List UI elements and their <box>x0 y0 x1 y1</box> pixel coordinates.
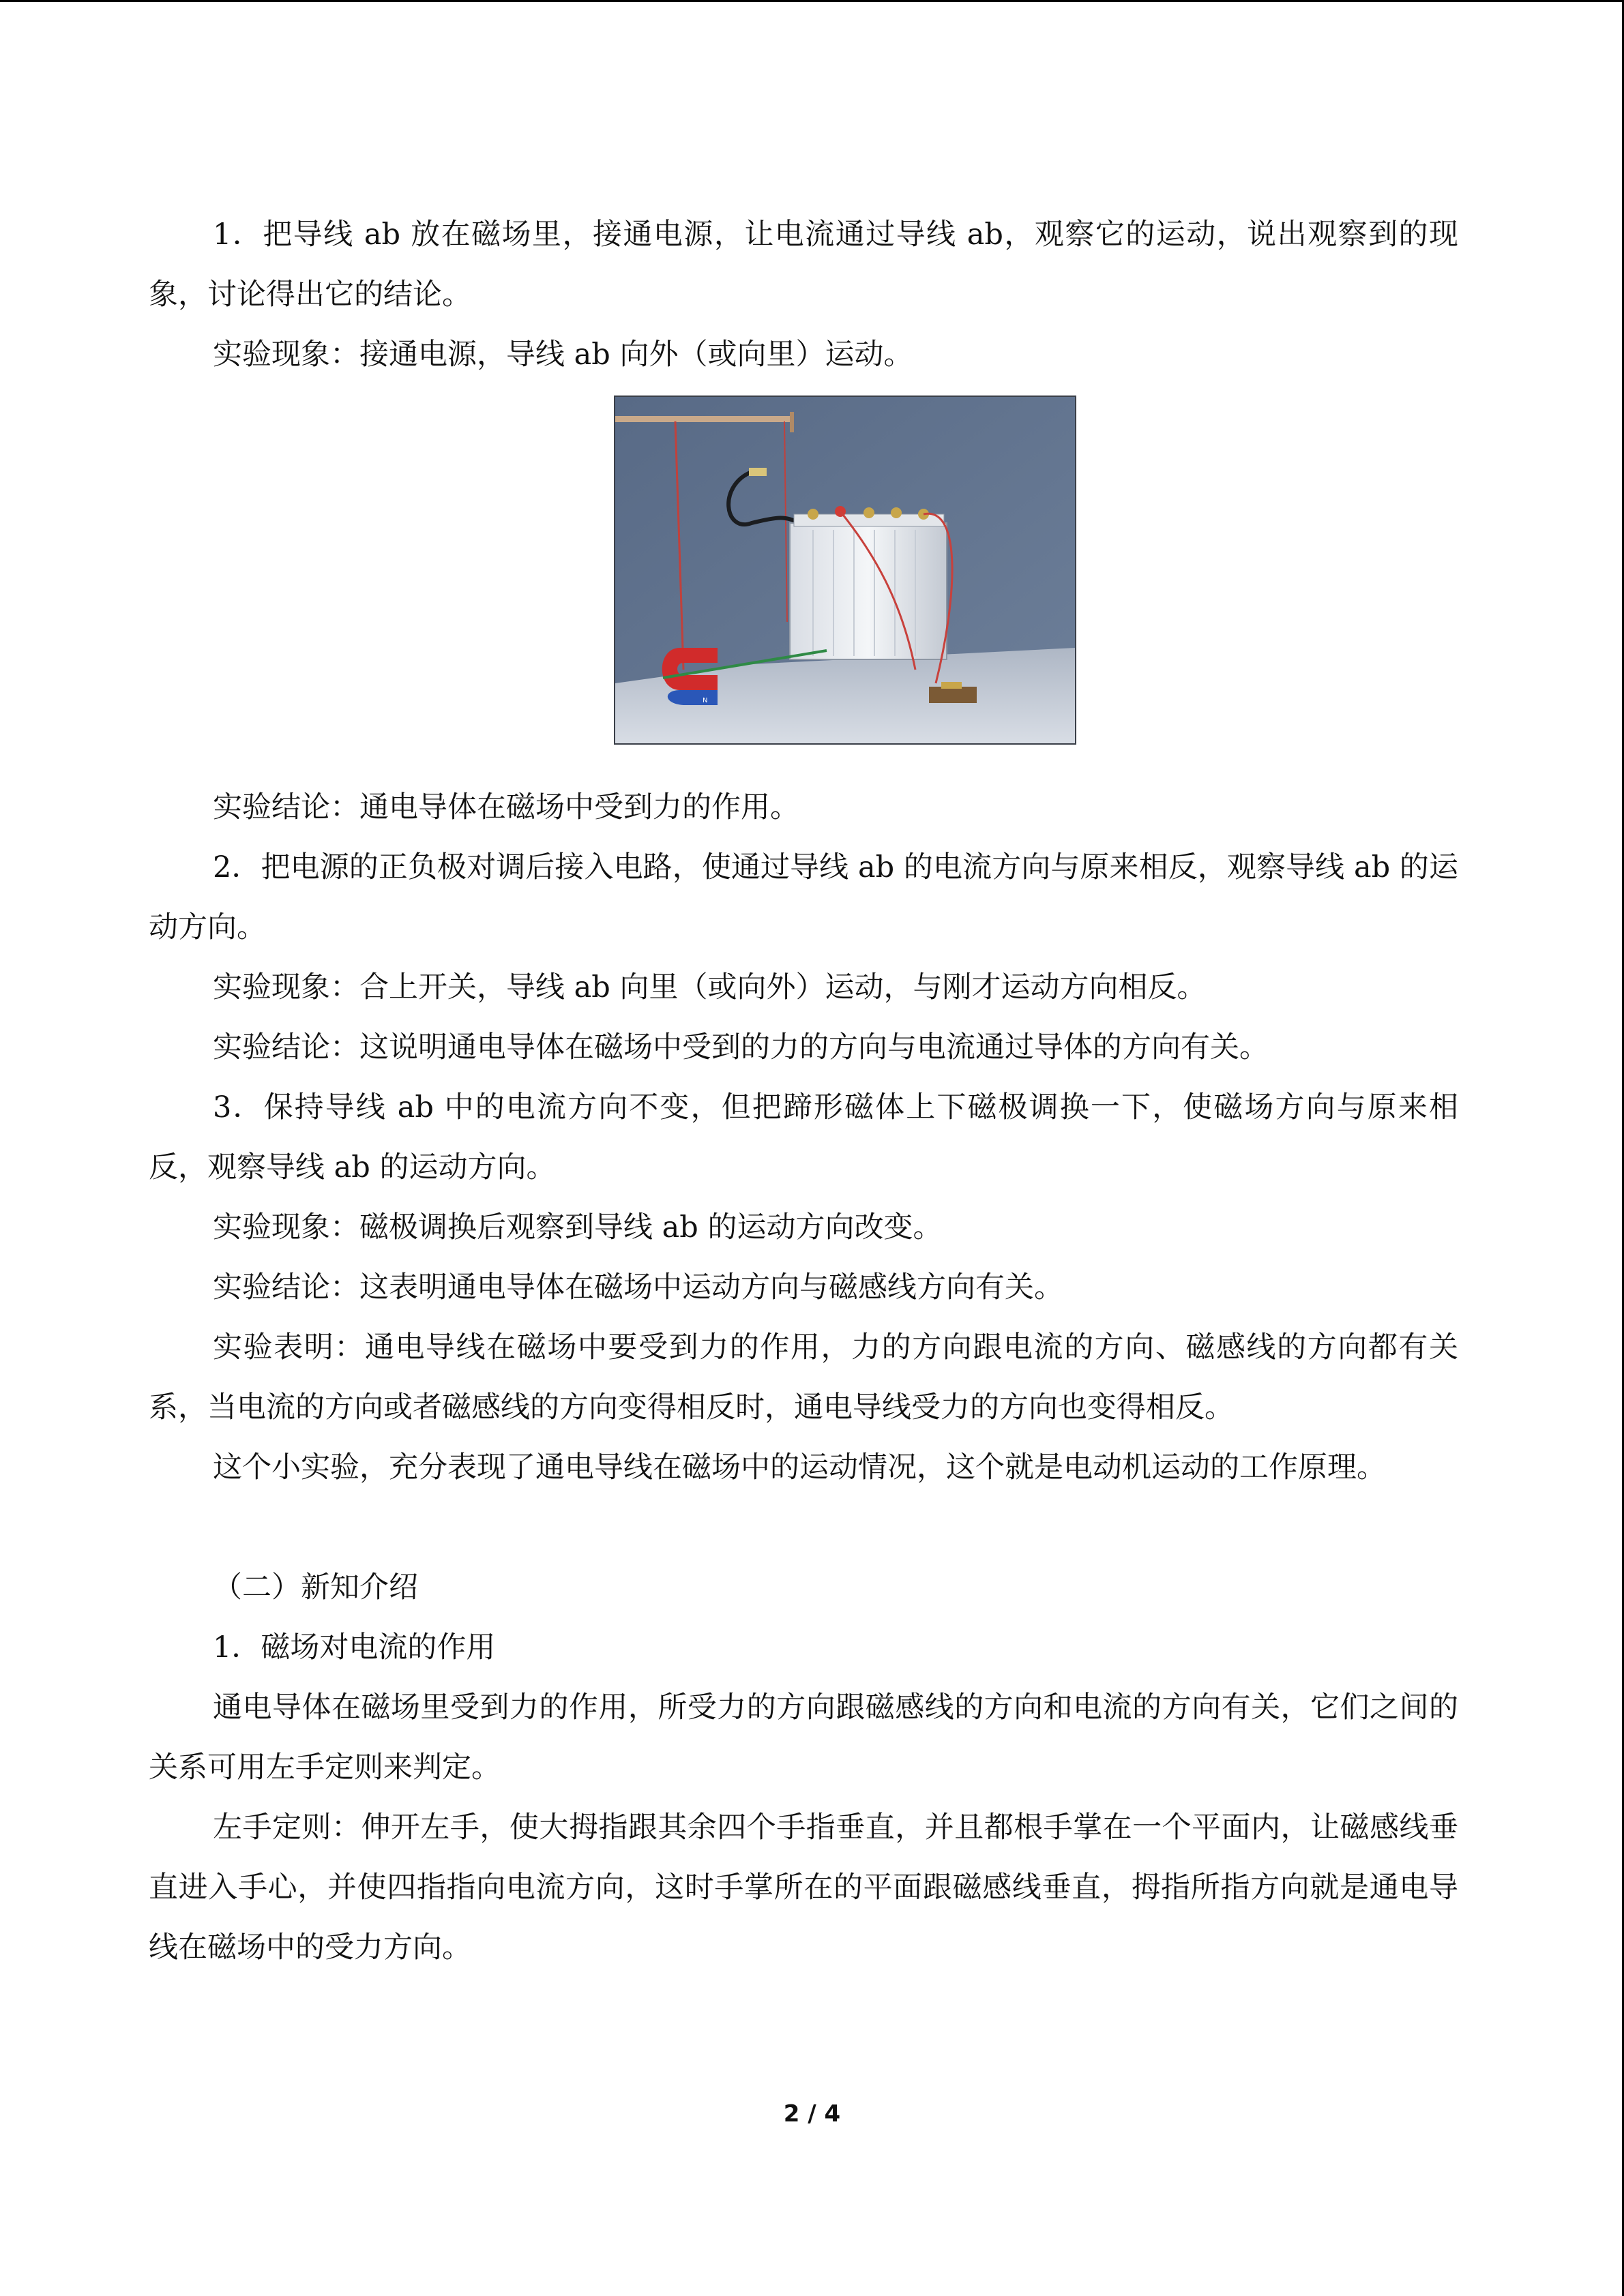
paragraph-summary: 实验表明：通电导线在磁场中要受到力的作用，力的方向跟电流的方向、磁感线的方向都有关系，当电流的方向或者磁感线的方向变得相反时，通电导线受力的方向也变得相反。 <box>149 1330 1458 1425</box>
paragraph-conclusion-1: 实验结论：通电导体在磁场中受到力的作用。 <box>213 790 799 824</box>
paragraph-step-3: 3．保持导线 ab 中的电流方向不变，但把蹄形磁体上下磁极调换一下，使磁场方向与原来相反，观察导线 ab 的运动方向。 <box>149 1090 1458 1184</box>
paragraph-conclusion-2: 实验结论：这说明通电导体在磁场中受到的力的方向与电流通过导体的方向有关。 <box>213 1030 1269 1064</box>
experiment-photo <box>614 396 1076 745</box>
paragraph-step-1: 1．把导线 ab 放在磁场里，接通电源，让电流通过导线 ab，观察它的运动，说出观察到的现象，讨论得出它的结论。 <box>149 218 1458 312</box>
paragraph-observation-2: 实验现象：合上开关，导线 ab 向里（或向外）运动，与刚才运动方向相反。 <box>213 970 1207 1004</box>
page-number: 2 / 4 <box>783 2100 841 2128</box>
paragraph-left-hand-rule: 左手定则：伸开左手，使大拇指跟其余四个手指垂直，并且都根手掌在一个平面内，让磁感线垂直进入手心，并使四指指向电流方向，这时手掌所在的平面跟磁感线垂直，拇指所指方向就是通电导线在磁场中的受力方向。 <box>149 1810 1458 1965</box>
paragraph-step-2: 2．把电源的正负极对调后接入电路，使通过导线 ab 的电流方向与原来相反，观察导线 ab 的运动方向。 <box>149 850 1458 944</box>
section-heading-new-knowledge: （二）新知介绍 <box>213 1570 418 1605</box>
paragraph-conclusion-3: 实验结论：这表明通电导体在磁场中运动方向与磁感线方向有关。 <box>213 1270 1063 1304</box>
experiment-illustration <box>615 397 1075 743</box>
paragraph-force-direction: 通电导体在磁场里受到力的作用，所受力的方向跟磁感线的方向和电流的方向有关，它们之间的关系可用左手定则来判定。 <box>149 1690 1458 1785</box>
subheading-magnetic-force: 1．磁场对电流的作用 <box>213 1630 496 1665</box>
paragraph-observation-3: 实验现象：磁极调换后观察到导线 ab 的运动方向改变。 <box>213 1210 943 1244</box>
paragraph-observation-1: 实验现象：接通电源，导线 ab 向外（或向里）运动。 <box>213 338 913 372</box>
paragraph-motor-principle: 这个小实验，充分表现了通电导线在磁场中的运动情况，这个就是电动机运动的工作原理。 <box>213 1450 1386 1485</box>
magnet-pole-label: N <box>703 697 708 704</box>
